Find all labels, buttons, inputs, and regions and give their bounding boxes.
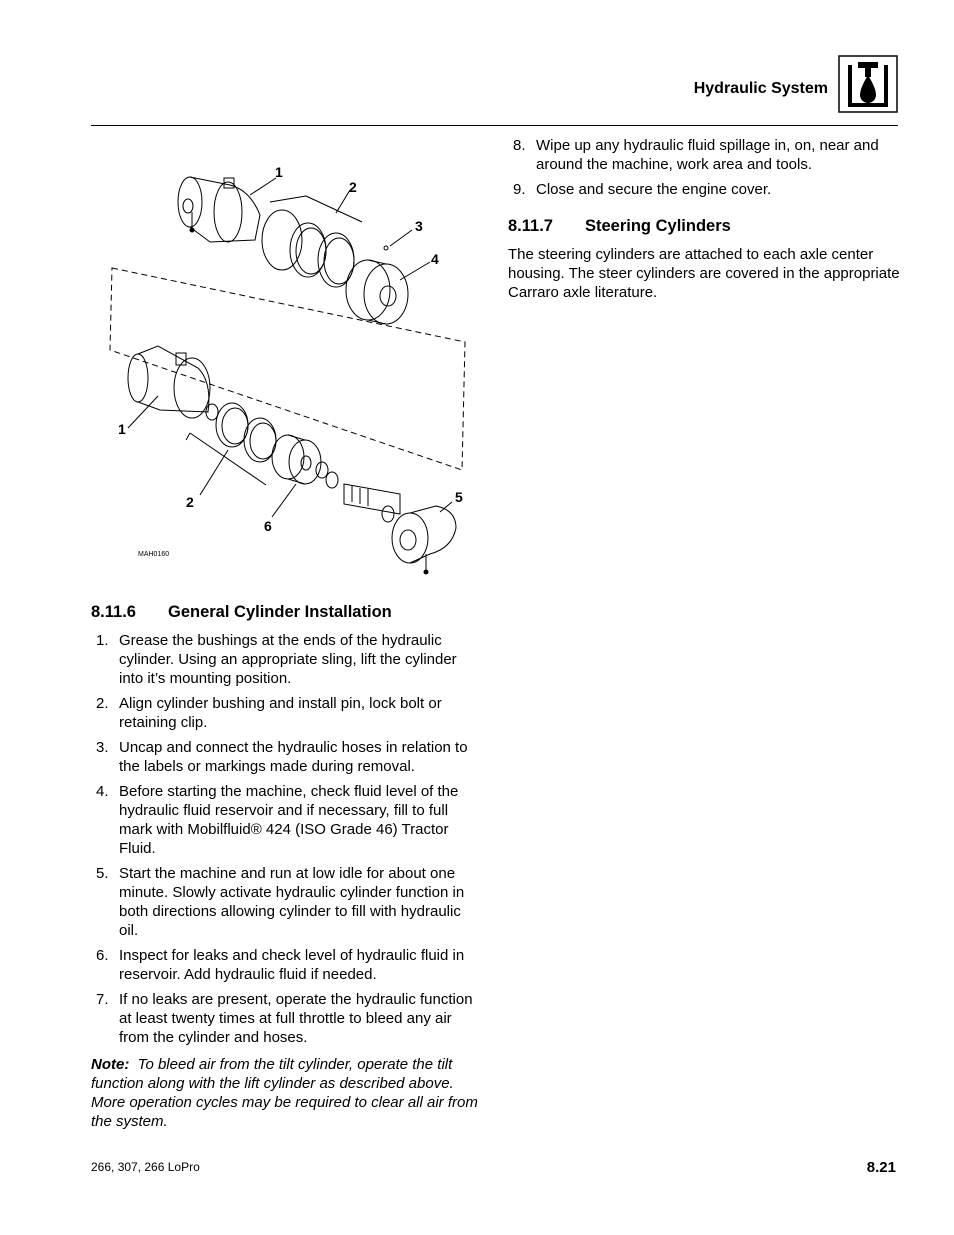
step-text: Close and secure the engine cover. <box>536 181 772 198</box>
note-label: Note: <box>91 1056 130 1073</box>
step-number: 1. <box>96 632 109 649</box>
figure-code: MAH0160 <box>138 551 170 558</box>
list-item <box>91 631 483 688</box>
step-number: 8. <box>513 137 526 154</box>
cylinder-exploded-diagram <box>100 150 480 580</box>
step-number: 2. <box>96 695 109 712</box>
list-item <box>508 180 900 199</box>
callout-6: 6 <box>264 518 272 534</box>
general-installation-section <box>91 603 483 1131</box>
installation-steps <box>91 631 483 1047</box>
step-text: Start the machine and run at low idle for about one minute. Slowly activate hydraulic cylinder function in both directions allowing cylinder to fill with hydraulic oil. <box>119 865 465 939</box>
list-item <box>91 864 483 940</box>
step-text: If no leaks are present, operate the hydraulic function at least twenty times at full throttle to bleed any air from the cylinder and hoses. <box>119 991 473 1046</box>
step-number: 5. <box>96 865 109 882</box>
list-item <box>91 990 483 1047</box>
list-item <box>91 782 483 858</box>
callout-1-bottom: 1 <box>118 421 126 437</box>
callout-1-top: 1 <box>275 164 283 180</box>
callout-2-bottom: 2 <box>186 494 194 510</box>
step-text: Before starting the machine, check fluid level of the hydraulic fluid reservoir and if necessary, fill to full mark with Mobilfluid® 424 (ISO Grade 46) Tractor Fluid. <box>119 783 459 857</box>
step-text: Align cylinder bushing and install pin, lock bolt or retaining clip. <box>119 695 442 731</box>
step-text: Inspect for leaks and check level of hydraulic fluid in reservoir. Add hydraulic fluid if needed. <box>119 947 465 983</box>
callout-3: 3 <box>415 218 423 234</box>
continued-steps <box>508 136 900 199</box>
section-number: 8.11.7 <box>508 217 553 235</box>
step-text: Uncap and connect the hydraulic hoses in relation to the labels or markings made during removal. <box>119 739 468 775</box>
list-item <box>508 136 900 174</box>
callout-2-top: 2 <box>349 179 357 195</box>
hydraulic-system-icon <box>838 55 898 113</box>
list-item <box>91 694 483 732</box>
section-title: General Cylinder Installation <box>168 603 392 621</box>
section-title: Steering Cylinders <box>585 217 731 235</box>
step-number: 7. <box>96 991 109 1008</box>
right-column <box>508 136 900 302</box>
step-number: 6. <box>96 947 109 964</box>
header-title: Hydraulic System <box>693 80 828 97</box>
section-heading-general <box>91 603 483 622</box>
step-number: 4. <box>96 783 109 800</box>
list-item <box>91 738 483 776</box>
step-text: Wipe up any hydraulic fluid spillage in, on, near and around the machine, work area and tools. <box>536 137 879 173</box>
section-heading-steering <box>508 217 900 236</box>
note <box>91 1055 483 1131</box>
header-divider <box>91 125 898 126</box>
page-number: 8.21 <box>866 1159 896 1176</box>
step-number: 3. <box>96 739 109 756</box>
callout-4: 4 <box>431 251 439 267</box>
step-number: 9. <box>513 181 526 198</box>
callout-5: 5 <box>455 489 463 505</box>
note-text: To bleed air from the tilt cylinder, operate the tilt function along with the lift cylinder as described above. More operation cycles may be required to clear all air from the system. <box>91 1056 478 1130</box>
list-item <box>91 946 483 984</box>
section-number: 8.11.6 <box>91 603 136 621</box>
footer-models: 266, 307, 266 LoPro <box>91 1160 200 1174</box>
step-text: Grease the bushings at the ends of the hydraulic cylinder. Using an appropriate sling, lift the cylinder into it’s mounting position. <box>119 632 457 687</box>
steering-body: The steering cylinders are attached to each axle center housing. The steer cylinders are covered in the appropriate Carraro axle literature. <box>508 246 900 301</box>
